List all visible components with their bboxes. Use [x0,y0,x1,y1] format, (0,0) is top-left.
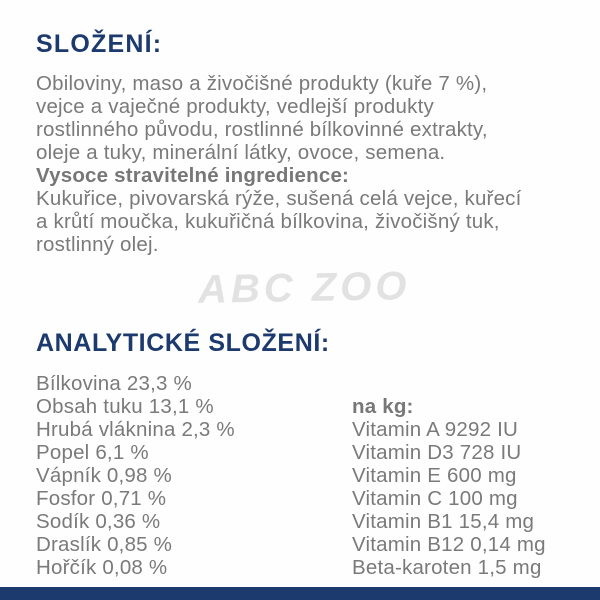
composition-line: rostlinného původu, rostlinné bílkovinné extrakty, [36,118,488,141]
vitamin-item: Vitamin B1 15,4 mg [352,510,535,533]
composition-line: oleje a tuky, minerální látky, ovoce, semena. [36,141,446,164]
nutrient-item: Draslík 0,85 % [36,533,173,556]
nutrient-item: Vápník 0,98 % [36,464,172,487]
vitamin-item: Vitamin D3 728 IU [352,441,522,464]
nutrient-item: Sodík 0,36 % [36,510,161,533]
composition-text [36,72,576,256]
nutrient-list [36,372,235,579]
composition-line: a krůtí moučka, kukuřičná bílkovina, živočišný tuk, [36,210,500,233]
vitamin-item: Vitamin C 100 mg [352,487,518,510]
vitamin-item: Vitamin A 9292 IU [352,418,518,441]
vitamin-item: Beta-karoten 1,5 mg [352,556,542,579]
nutrient-item: Hrubá vláknina 2,3 % [36,418,235,441]
composition-line: rostlinný olej. [36,233,159,256]
nutrient-item: Hořčík 0,08 % [36,556,168,579]
nutrient-item: Bílkovina 23,3 % [36,372,192,395]
nutrient-item: Fosfor 0,71 % [36,487,167,510]
bottom-navy-bar [0,587,600,600]
composition-line: Kukuřice, pivovarská rýže, sušená celá vejce, kuřecí [36,187,522,210]
composition-line: Obiloviny, maso a živočišné produkty (kuře 7 %), [36,72,488,95]
digestible-ingredients-subheading: Vysoce stravitelné ingredience: [36,164,350,187]
nutrient-item: Obsah tuku 13,1 % [36,395,214,418]
composition-heading: SLOŽENÍ: [36,30,163,58]
composition-line: vejce a vaječné produkty, vedlejší produkty [36,95,434,118]
vitamin-item: Vitamin B12 0,14 mg [352,533,546,556]
vitamin-item: Vitamin E 600 mg [352,464,517,487]
analysis-heading: ANALYTICKÉ SLOŽENÍ: [36,329,330,357]
nutrient-item: Popel 6,1 % [36,441,149,464]
per-kg-label: na kg: [352,395,414,418]
abc-zoo-watermark: ABC ZOO [197,264,411,312]
vitamin-list [352,395,546,579]
